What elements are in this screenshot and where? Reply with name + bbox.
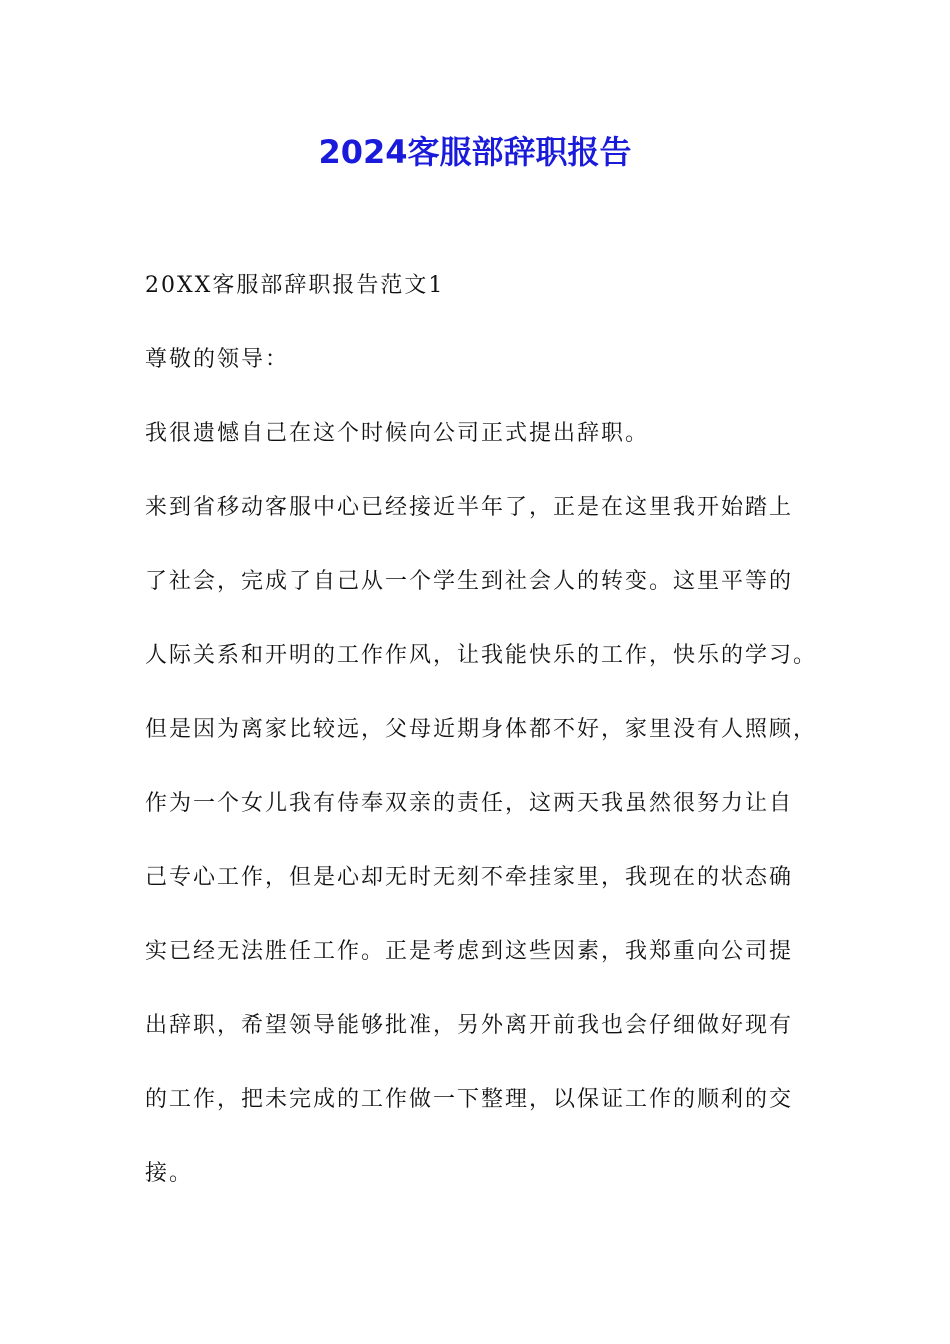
paragraph-line: 接。 — [145, 1161, 194, 1186]
paragraph-line: 出辞职，希望领导能够批准，另外离开前我也会仔细做好现有 — [145, 1013, 794, 1038]
opening-paragraph: 我很遗憾自己在这个时候向公司正式提出辞职。 — [145, 421, 650, 446]
paragraph-line: 作为一个女儿我有侍奉双亲的责任，这两天我虽然很努力让自 — [145, 791, 794, 816]
paragraph-line: 己专心工作，但是心却无时无刻不牵挂家里，我现在的状态确 — [145, 865, 794, 890]
paragraph-line: 了社会，完成了自己从一个学生到社会人的转变。这里平等的 — [145, 569, 794, 594]
paragraph-line: 但是因为离家比较远，父母近期身体都不好，家里没有人照顾， — [145, 717, 818, 742]
salutation: 尊敬的领导： — [145, 347, 290, 372]
paragraph-line: 来到省移动客服中心已经接近半年了，正是在这里我开始踏上 — [145, 495, 794, 520]
document-body — [145, 268, 825, 1192]
paragraph-line: 的工作，把未完成的工作做一下整理，以保证工作的顺利的交 — [145, 1087, 794, 1112]
document-title: 2024客服部辞职报告 — [318, 133, 632, 171]
paragraph-line: 实已经无法胜任工作。正是考虑到这些因素，我郑重向公司提 — [145, 939, 794, 964]
main-paragraph — [145, 490, 825, 1192]
subheading: 20XX客服部辞职报告范文1 — [145, 273, 445, 298]
paragraph-line: 人际关系和开明的工作作风，让我能快乐的工作，快乐的学习。 — [145, 643, 818, 668]
